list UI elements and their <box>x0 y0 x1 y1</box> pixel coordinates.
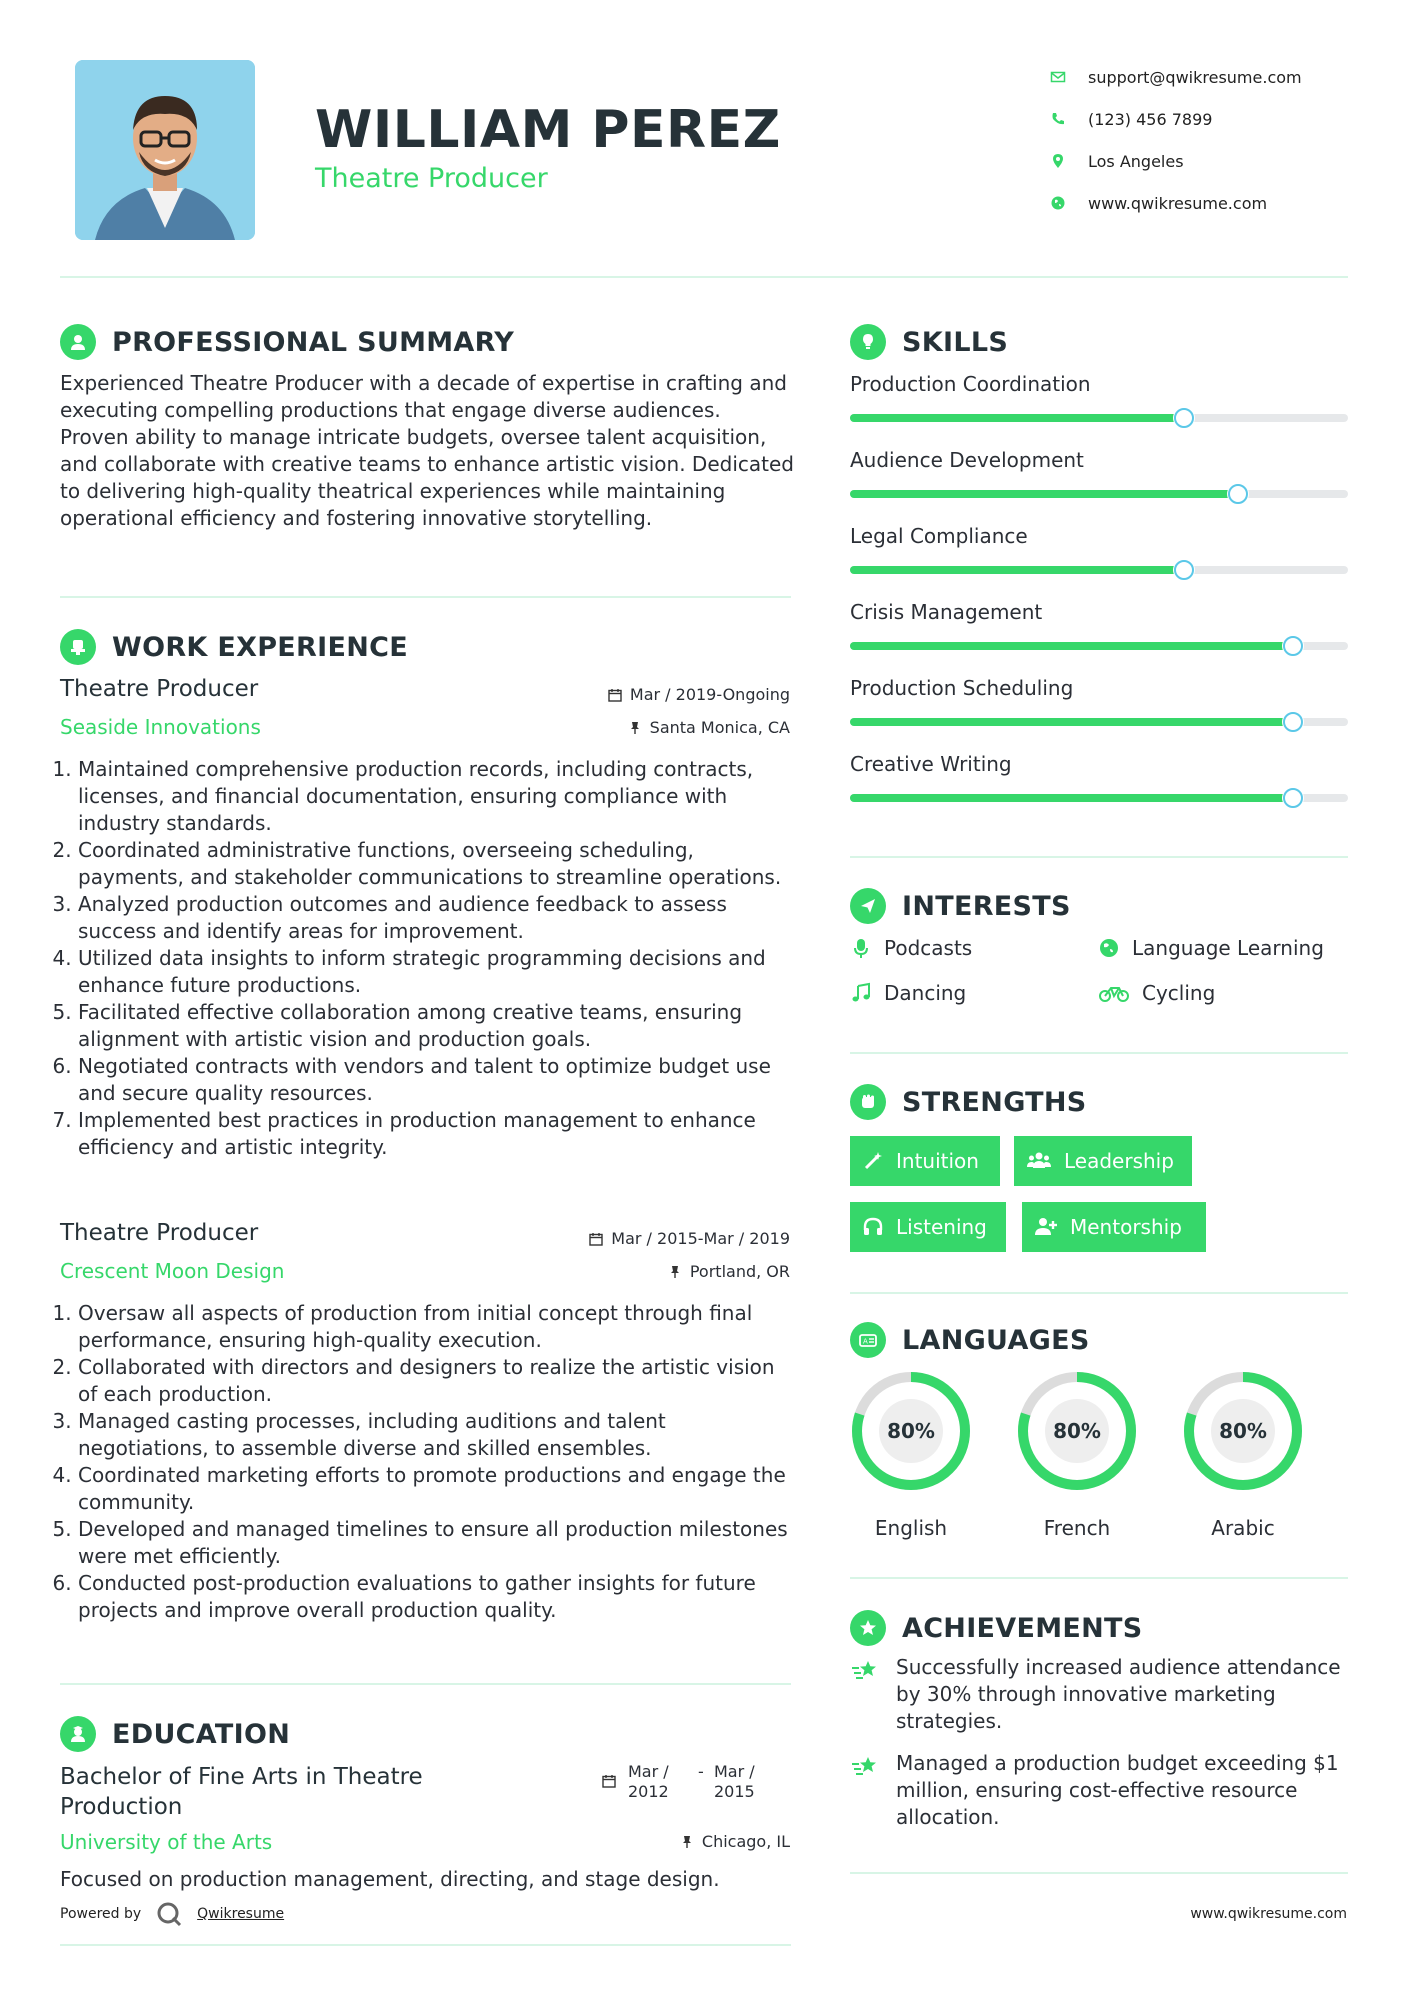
user-icon <box>60 324 96 360</box>
users-icon <box>1026 1150 1052 1172</box>
contact-website-text: www.qwikresume.com <box>1088 193 1268 213</box>
education-degree: Bachelor of Fine Arts in Theatre Production <box>60 1764 423 1820</box>
achievements-divider <box>850 1872 1348 1874</box>
skill-bar-track <box>850 414 1348 422</box>
skill-slider-knob <box>1174 408 1194 428</box>
achievement-item-1 <box>850 1654 1348 1735</box>
interest-label: Cycling <box>1142 981 1216 1005</box>
skill-bar-track <box>850 794 1348 802</box>
job-1-company: Seaside Innovations <box>60 715 261 739</box>
interests-title: INTERESTS <box>902 890 1071 922</box>
music-note-icon <box>850 982 872 1004</box>
list-item: 4. Utilized data insights to inform strategic programming decisions and enhance future productions. <box>78 945 800 999</box>
skill-bar-track <box>850 490 1348 498</box>
list-item: 2. Coordinated administrative functions, overseeing scheduling, payments, and stakeholder communications to streamline operations. <box>78 837 800 891</box>
achievements-heading <box>850 1610 1143 1646</box>
strengths-heading <box>850 1084 1087 1120</box>
skill-label: Production Scheduling <box>850 676 1074 700</box>
contact-phone[interactable] <box>1050 98 1370 140</box>
briefcase-icon <box>60 629 96 665</box>
language-name: English <box>874 1516 948 1540</box>
education-dates <box>602 1762 764 1802</box>
achievement-text: Successfully increased audience attendance by 30% through innovative marketing strategies. <box>896 1655 1341 1733</box>
interests-divider <box>850 1052 1348 1054</box>
microphone-icon <box>850 937 872 959</box>
skill-slider-knob <box>1174 560 1194 580</box>
job-2-bullets <box>60 1300 800 1624</box>
language-percent: 80% <box>1053 1419 1101 1443</box>
skill-slider-knob <box>1283 788 1303 808</box>
fist-icon <box>850 1084 886 1120</box>
list-item: 5. Developed and managed timelines to ensure all production milestones were met efficiently. <box>78 1516 800 1570</box>
header-divider <box>60 276 1348 278</box>
skill-bar-fill <box>850 642 1293 650</box>
skill-slider-knob <box>1228 484 1248 504</box>
skills-title: SKILLS <box>902 326 1009 358</box>
calendar-icon <box>608 688 622 702</box>
job-2-company: Crescent Moon Design <box>60 1259 285 1283</box>
job-2-location <box>668 1262 790 1281</box>
strength-label: Listening <box>896 1215 987 1239</box>
skill-bar-track <box>850 642 1348 650</box>
languages-title: LANGUAGES <box>902 1324 1090 1356</box>
strength-intuition <box>850 1136 1000 1186</box>
language-card-icon <box>850 1322 886 1358</box>
skill-bar-fill <box>850 566 1184 574</box>
skill-label: Creative Writing <box>850 752 1012 776</box>
language-percent: 80% <box>887 1419 935 1443</box>
education-description: Focused on production management, directing, and stage design. <box>60 1867 720 1891</box>
strength-label: Mentorship <box>1070 1215 1182 1239</box>
interest-label: Dancing <box>884 981 967 1005</box>
globe-icon <box>1098 937 1120 959</box>
job-2-dates-text: Mar / 2015-Mar / 2019 <box>611 1229 790 1248</box>
list-item: 1. Oversaw all aspects of production from initial concept through final performance, ensuring high-quality execution. <box>78 1300 800 1354</box>
interest-label: Language Learning <box>1132 936 1324 960</box>
job-2-title: Theatre Producer <box>60 1220 259 1246</box>
shooting-star-icon <box>850 1754 880 1780</box>
paper-plane-icon <box>850 888 886 924</box>
job-1-dates-text: Mar / 2019-Ongoing <box>629 685 790 704</box>
envelope-icon <box>1050 69 1088 85</box>
languages-divider <box>850 1577 1348 1579</box>
job-1-bullets <box>60 756 800 1161</box>
list-item: 1. Maintained comprehensive production records, including contracts, licenses, and financial documentation, ensuring compliance with industry standards. <box>78 756 800 837</box>
contact-location <box>1050 140 1370 182</box>
interest-label: Podcasts <box>884 936 973 960</box>
headphones-icon <box>862 1216 884 1238</box>
contact-location-text: Los Angeles <box>1088 151 1184 171</box>
candidate-title: Theatre Producer <box>315 163 548 194</box>
language-name: Arabic <box>1211 1516 1275 1540</box>
pushpin-icon <box>668 1265 682 1279</box>
profile-photo <box>75 60 255 240</box>
qwikresume-logo-icon <box>155 1900 183 1928</box>
contact-block <box>1050 56 1370 224</box>
list-item: 3. Analyzed production outcomes and audience feedback to assess success and identify areas for improvement. <box>78 891 800 945</box>
list-item: 5. Facilitated effective collaboration among creative teams, ensuring alignment with artistic vision and production goals. <box>78 999 800 1053</box>
strengths-title: STRENGTHS <box>902 1086 1087 1118</box>
job-2-location-text: Portland, OR <box>689 1262 790 1281</box>
summary-heading <box>60 324 514 360</box>
interest-dancing <box>850 981 966 1005</box>
language-item <box>1182 1370 1304 1540</box>
graduation-icon <box>60 1716 96 1752</box>
strength-label: Leadership <box>1064 1149 1174 1173</box>
calendar-icon <box>602 1774 616 1788</box>
experience-heading <box>60 629 408 665</box>
education-location <box>680 1832 790 1851</box>
user-plus-icon <box>1034 1216 1058 1238</box>
star-badge-icon <box>850 1610 886 1646</box>
education-title: EDUCATION <box>112 1718 291 1750</box>
language-item <box>850 1370 972 1540</box>
interest-language-learning <box>1098 936 1324 960</box>
pushpin-icon <box>680 1835 694 1849</box>
strength-leadership <box>1014 1136 1192 1186</box>
job-2-dates <box>589 1229 790 1248</box>
skills-divider <box>850 856 1348 858</box>
magic-wand-icon <box>862 1150 884 1172</box>
education-location-text: Chicago, IL <box>701 1832 790 1851</box>
skill-label: Legal Compliance <box>850 524 1028 548</box>
list-item: 2. Collaborated with directors and designers to realize the artistic vision of each production. <box>78 1354 800 1408</box>
skill-bar-track <box>850 718 1348 726</box>
job-1-location-text: Santa Monica, CA <box>649 718 790 737</box>
skill-slider-knob <box>1283 712 1303 732</box>
interests-heading <box>850 888 1071 924</box>
education-dash: - <box>698 1762 704 1781</box>
strengths-divider <box>850 1292 1348 1294</box>
footer-divider <box>60 1944 791 1946</box>
job-1-title: Theatre Producer <box>60 676 259 702</box>
skill-bar-fill <box>850 718 1293 726</box>
list-item: 6. Conducted post-production evaluations to gather insights for future projects and improve overall production quality. <box>78 1570 800 1624</box>
interest-podcasts <box>850 936 972 960</box>
language-name: French <box>1043 1516 1111 1540</box>
map-pin-icon <box>1050 153 1088 169</box>
list-item: 7. Implemented best practices in production management to enhance efficiency and artistic integrity. <box>78 1107 800 1161</box>
brand-link[interactable]: Qwikresume <box>197 1906 285 1922</box>
contact-email[interactable] <box>1050 56 1370 98</box>
skills-heading <box>850 324 1008 360</box>
bicycle-icon <box>1098 982 1130 1004</box>
footer-site[interactable]: www.qwikresume.com <box>1190 1906 1347 1922</box>
skill-label: Production Coordination <box>850 372 1091 396</box>
svg-text:A: A <box>863 1337 868 1346</box>
skill-bar-fill <box>850 414 1184 422</box>
job-1-dates <box>608 685 790 704</box>
achievement-item-2 <box>850 1750 1348 1831</box>
summary-text: Experienced Theatre Producer with a decade of expertise in crafting and executing compelling productions that engage diverse audiences. Proven ability to manage intricate budgets, oversee talent acquisition, and collaborate with creative teams to enhance artistic vision. Dedicated to delivering high-quality theatrical experiences while maintaining operational efficiency and fostering innovative storytelling. <box>60 371 794 530</box>
pushpin-icon <box>628 721 642 735</box>
languages-heading <box>850 1322 1090 1358</box>
calendar-icon <box>589 1232 603 1246</box>
lightbulb-icon <box>850 324 886 360</box>
interest-cycling <box>1098 981 1215 1005</box>
skill-bar-fill <box>850 490 1238 498</box>
strength-listening <box>850 1202 1006 1252</box>
contact-phone-text: (123) 456 7899 <box>1088 109 1213 129</box>
contact-website[interactable] <box>1050 182 1370 224</box>
powered-by-text: Powered by <box>60 1906 142 1922</box>
education-start: Mar / 2012 <box>628 1762 669 1801</box>
experience-divider <box>60 1683 791 1685</box>
education-school: University of the Arts <box>60 1830 273 1854</box>
globe-icon <box>1050 195 1088 211</box>
strength-label: Intuition <box>896 1149 979 1173</box>
language-percent: 80% <box>1219 1419 1267 1443</box>
achievements-title: ACHIEVEMENTS <box>902 1612 1143 1644</box>
list-item: 3. Managed casting processes, including auditions and talent negotiations, to assemble diverse and skilled ensembles. <box>78 1408 800 1462</box>
strength-mentorship <box>1022 1202 1206 1252</box>
skill-label: Audience Development <box>850 448 1084 472</box>
education-end: Mar / 2015 <box>714 1762 755 1801</box>
contact-email-text: support@qwikresume.com <box>1088 67 1302 87</box>
summary-divider <box>60 596 791 598</box>
achievement-text: Managed a production budget exceeding $1 million, ensuring cost-effective resource allocation. <box>896 1751 1339 1829</box>
skill-label: Crisis Management <box>850 600 1043 624</box>
footer-powered <box>60 1900 284 1928</box>
list-item: 6. Negotiated contracts with vendors and talent to optimize budget use and secure quality resources. <box>78 1053 800 1107</box>
skill-slider-knob <box>1283 636 1303 656</box>
phone-icon <box>1050 111 1088 127</box>
skill-bar-track <box>850 566 1348 574</box>
experience-title: WORK EXPERIENCE <box>112 631 408 663</box>
candidate-name: WILLIAM PEREZ <box>315 100 781 160</box>
education-heading <box>60 1716 290 1752</box>
list-item: 4. Coordinated marketing efforts to promote productions and engage the community. <box>78 1462 800 1516</box>
skill-bar-fill <box>850 794 1293 802</box>
summary-title: PROFESSIONAL SUMMARY <box>112 326 515 358</box>
shooting-star-icon <box>850 1658 880 1684</box>
job-1-location <box>628 718 790 737</box>
language-item <box>1016 1370 1138 1540</box>
